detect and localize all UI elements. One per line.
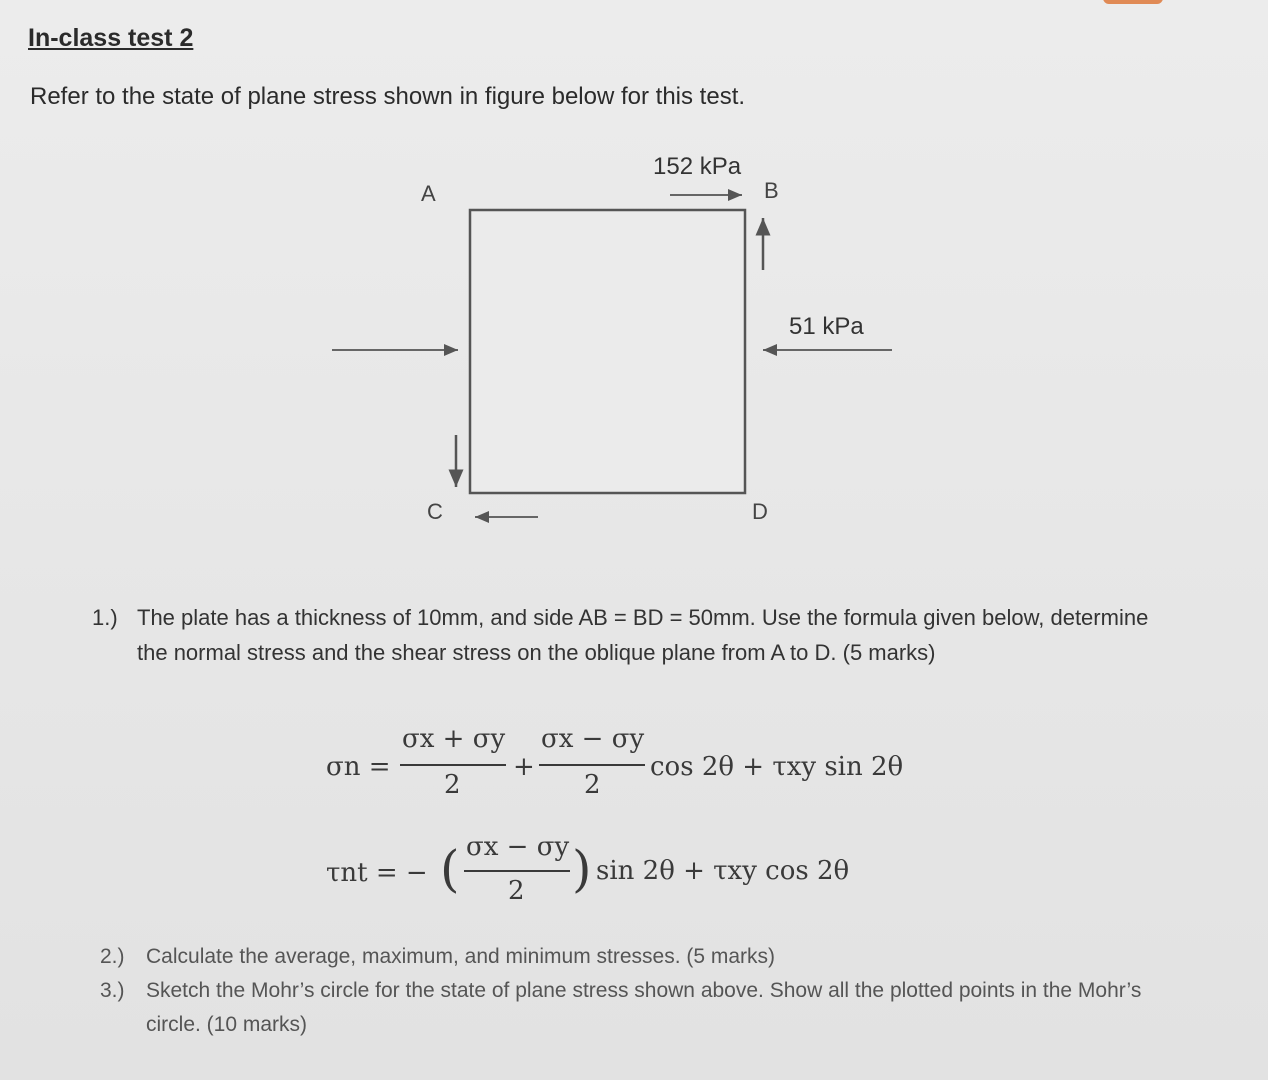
formula2-left-paren: ( [440,840,460,898]
formula1-fraction-bar-2 [539,764,645,766]
question-2-text: Calculate the average, maximum, and minimum stresses. (5 marks) [146,945,776,968]
question-list [100,940,1200,1042]
right-stress-label: 51 kPa [789,313,864,340]
corner-tab [1103,0,1163,4]
question-1 [92,600,1182,670]
formula1-denominator-1: 2 [444,770,461,800]
question-1-number: 1.) [92,605,118,630]
question-1-text: The plate has a thickness of 10mm, and side AB = BD = 50mm. Use the formula given below, determine the normal stress and the shear stress on the oblique plane from A to D. (5 marks) [137,605,1149,665]
question-2-number: 2.) [100,945,125,968]
formula2-right-paren: ) [572,840,592,898]
question-3-text: Sketch the Mohr’s circle for the state of plane stress shown above. Show all the plotted points in the Mohr’s circle. (10 marks) [146,979,1142,1036]
corner-label-a: A [421,181,436,206]
corner-label-d: D [752,499,768,524]
top-stress-label: 152 kPa [653,153,742,180]
page-title: In-class test 2 [28,24,194,52]
question-3 [100,974,1200,1042]
formula2-denominator: 2 [508,876,525,906]
corner-label-c: C [427,499,443,524]
formula2-numerator: σx − σy [466,832,570,862]
formula2-lhs: τnt = − [326,858,428,888]
question-3-number: 3.) [100,979,125,1002]
question-2 [100,940,1200,974]
formula2-tail: sin 2θ + τxy cos 2θ [596,856,850,886]
formula1-tail: cos 2θ + τxy sin 2θ [650,752,904,782]
formula1-denominator-2: 2 [584,770,601,800]
formula1-plus: + [513,752,535,782]
stress-element-figure [320,145,910,535]
formula1-lhs: σn = [326,752,391,782]
formula1-numerator-2: σx − σy [541,724,645,754]
plate-square [470,210,745,493]
formula1-fraction-bar-1 [400,764,506,766]
intro-text: Refer to the state of plane stress shown in figure below for this test. [30,83,746,110]
formula2-fraction-bar [464,870,570,872]
formula1-numerator-1: σx + σy [402,724,506,754]
corner-label-b: B [764,178,779,203]
